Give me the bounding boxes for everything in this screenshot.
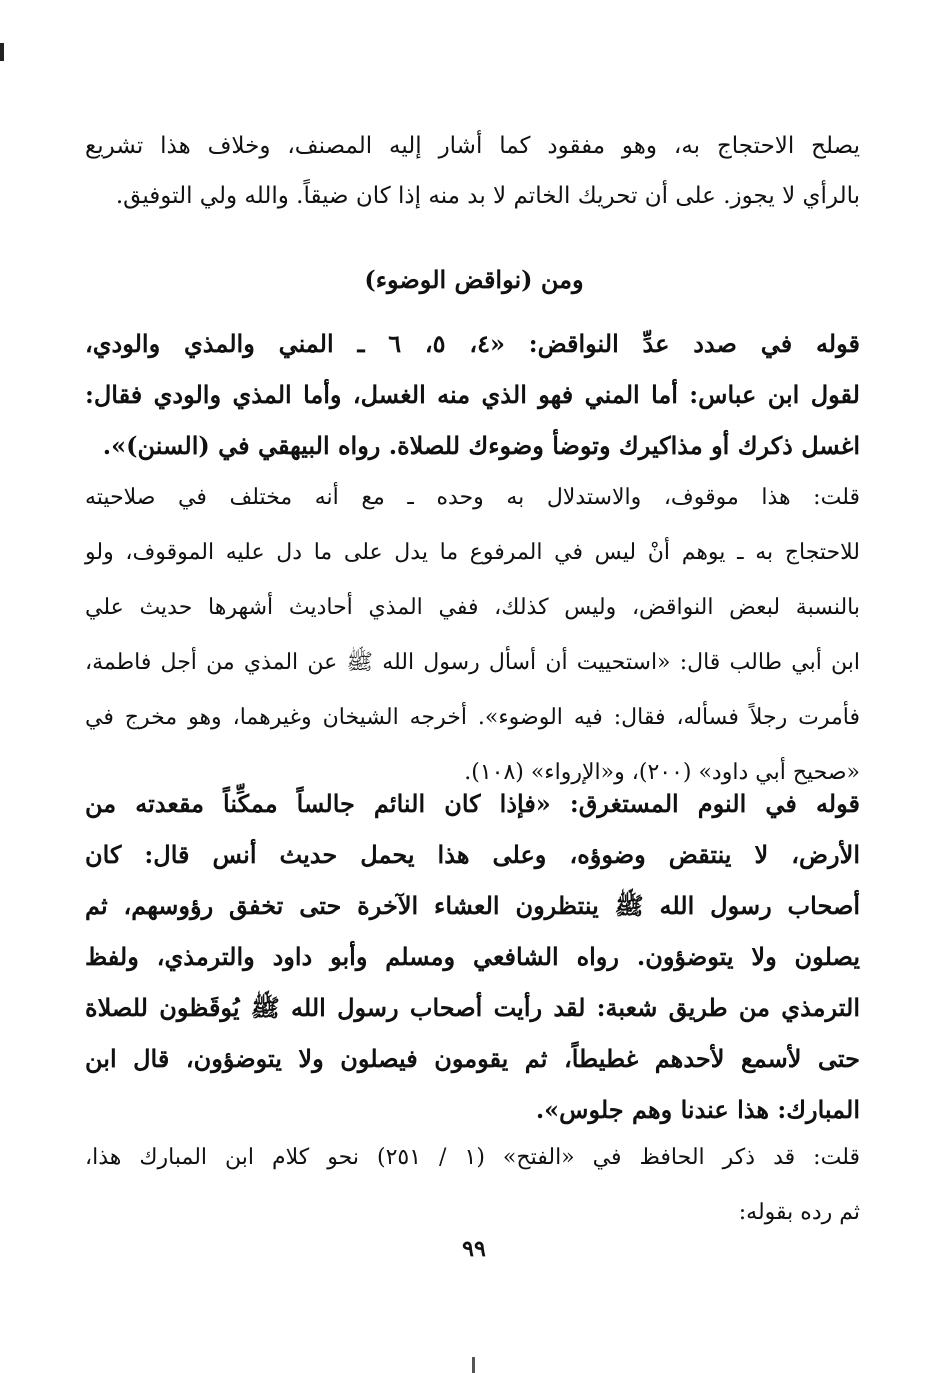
page-number: ٩٩ xyxy=(462,1236,486,1262)
text-line: قلت: قد ذكر الحافظ في «الفتح» (١ / ٢٥١) نحو كلام ابن المبارك هذا، xyxy=(85,1145,861,1170)
text-line: قلت: هذا موقوف، والاستدلال به وحده ـ مع أنه مختلف في صلاحيته xyxy=(85,485,860,510)
intro-paragraph xyxy=(85,121,860,221)
text-line: لقول ابن عباس: أما المني فهو الذي منه الغسل، وأما المذي والودي فقال: xyxy=(85,380,860,409)
text-line: يصلح الاحتجاج به، وهو مفقود كما أشار إليه المصنف، وخلاف هذا تشريع xyxy=(85,133,860,159)
quoted-passage-2 xyxy=(85,778,860,1135)
text-line: بالرأي لا يجوز. على أن تحريك الخاتم لا بد منه إذا كان ضيقاً. والله ولي التوفيق. xyxy=(115,183,860,209)
text-line: ثم رده بقوله: xyxy=(738,1200,860,1225)
text-line: الترمذي من طريق شعبة: لقد رأيت أصحاب رسول الله ﷺ يُوقَظون للصلاة xyxy=(85,993,860,1022)
text-line: بالنسبة لبعض النواقض، وليس كذلك، ففي المذي أحاديث أشهرها حديث علي xyxy=(85,595,860,620)
text-line: للاحتجاج به ـ يوهم أنْ ليس في المرفوع ما يدل على ما دل عليه الموقوف، ولو xyxy=(85,540,860,565)
text-line: يصلون ولا يتوضؤون. رواه الشافعي ومسلم وأبو داود والترمذي، ولفظ xyxy=(85,942,860,971)
text-line: قوله في صدد عدِّ النواقض: «٤، ٥، ٦ ـ المني والمذي والودي، xyxy=(85,329,860,358)
text-line: الأرض، لا ينتقض وضوؤه، وعلى هذا يحمل حديث أنس قال: كان xyxy=(85,840,860,869)
section-heading: ومن (نواقض الوضوء) xyxy=(364,265,584,294)
commentary-paragraph-2 xyxy=(85,1130,860,1240)
text-line: اغسل ذكرك أو مذاكيرك وتوضأ وضوءك للصلاة. رواه البيهقي في (السنن)». xyxy=(102,431,860,460)
text-line: ابن أبي طالب قال: «استحييت أن أسأل رسول الله ﷺ عن المذي من أجل فاطمة، xyxy=(85,650,860,675)
text-line: قوله في النوم المستغرق: «فإذا كان النائم جالساً ممكِّناً مقعدته من xyxy=(85,789,860,818)
text-line: «صحيح أبي داود» (٢٠٠)، و«الإرواء» (١٠٨). xyxy=(464,760,860,785)
quoted-passage-1 xyxy=(85,318,860,471)
text-line: المبارك: هذا عندنا وهم جلوس». xyxy=(535,1095,860,1124)
commentary-paragraph-1 xyxy=(85,470,860,800)
text-line: حتى لأسمع لأحدهم غطيطاً، ثم يقومون فيصلون ولا يتوضؤون، قال ابن xyxy=(85,1044,860,1073)
scan-edge-mark xyxy=(472,1357,475,1373)
scan-edge-mark xyxy=(0,43,4,61)
text-line: أصحاب رسول الله ﷺ ينتظرون العشاء الآخرة حتى تخفق رؤوسهم، ثم xyxy=(85,891,860,920)
text-line: فأمرت رجلاً فسأله، فقال: فيه الوضوء». أخرجه الشيخان وغيرهما، وهو مخرج في xyxy=(85,705,860,730)
